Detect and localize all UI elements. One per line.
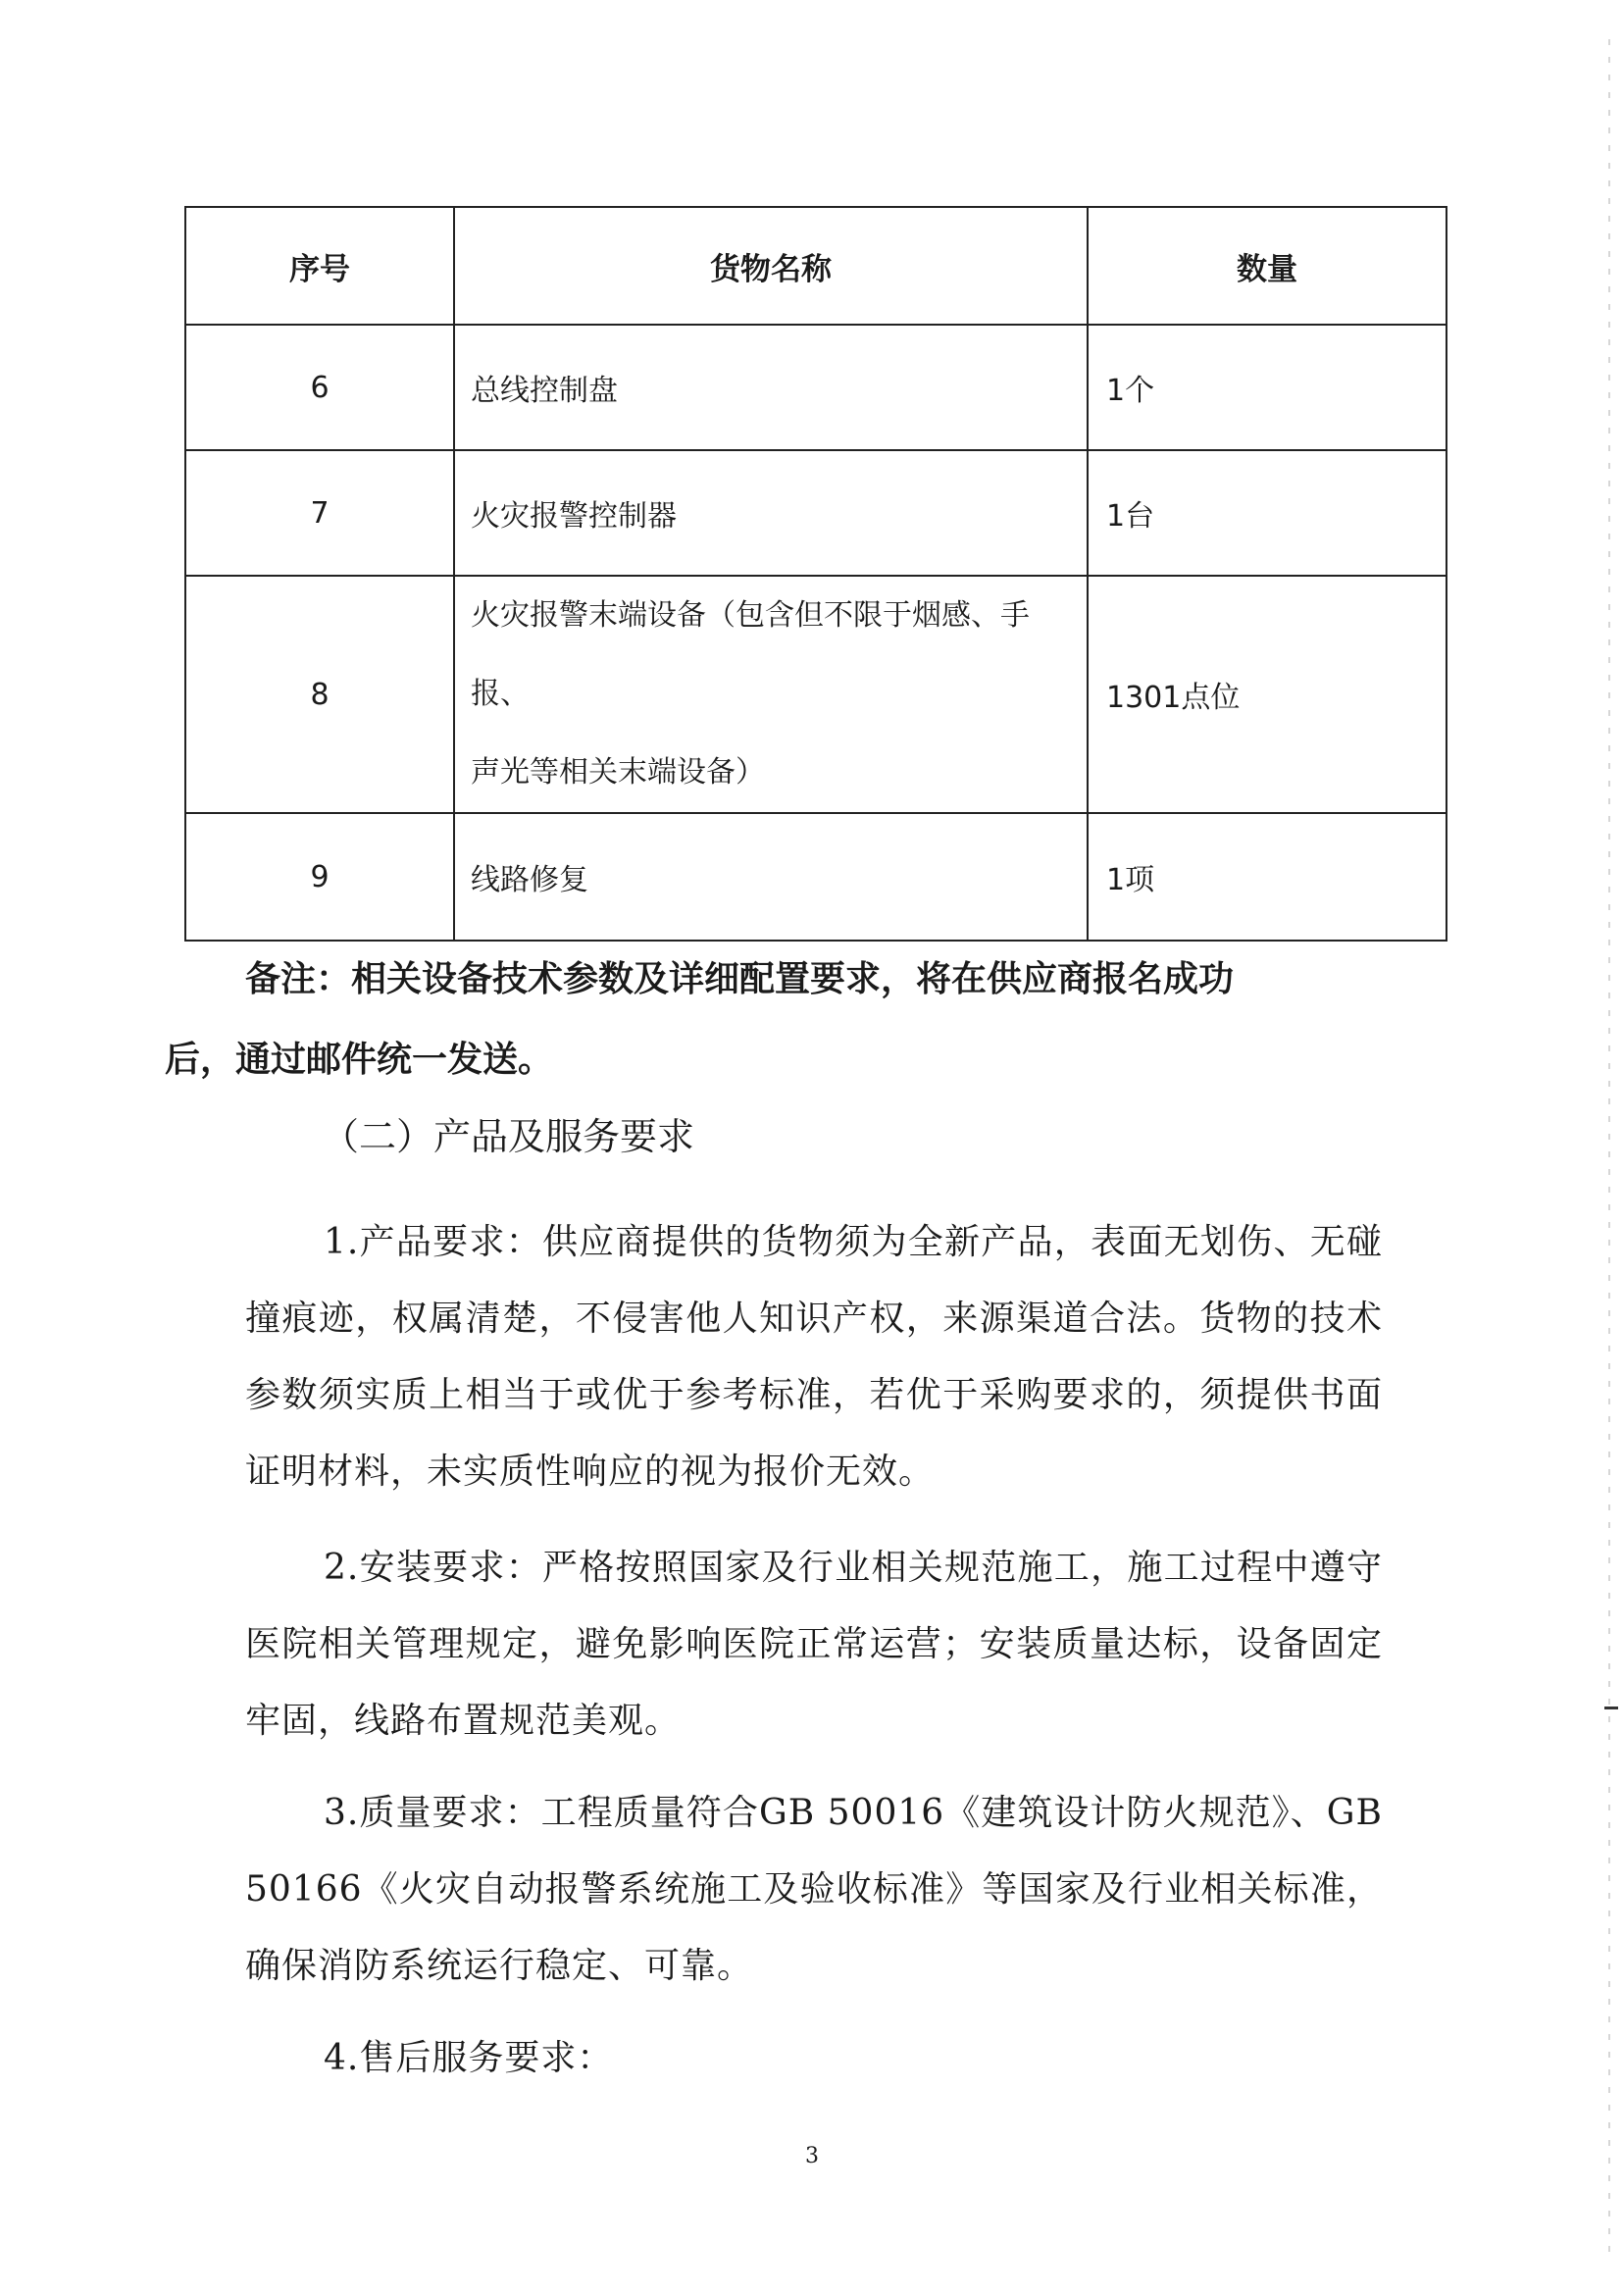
row-name-line2: 声光等相关末端设备） (471, 755, 765, 790)
paragraph-installation-requirements: 2.安装要求：严格按照国家及行业相关规范施工，施工过程中遵守医院相关管理规定，避免影响医院正常运营；安装质量达标，设备固定牢固，线路布置规范美观。 (245, 1548, 1383, 1741)
table-row (185, 813, 1446, 941)
page-number: 3 (805, 2144, 819, 2168)
table-row (185, 325, 1446, 450)
paragraph-after-sales: 4.售后服务要求： (324, 2038, 614, 2078)
row-qty: 1个 (1088, 325, 1446, 450)
section-title: （二）产品及服务要求 (322, 1115, 695, 1158)
row-name-line1: 火灾报警末端设备（包含但不限于烟感、手报、 (471, 598, 1030, 711)
header-name: 货物名称 (454, 207, 1088, 325)
table-row (185, 576, 1446, 813)
scan-tick-mark (1604, 1707, 1618, 1709)
row-qty: 1301点位 (1088, 576, 1446, 813)
row-name: 火灾报警控制器 (454, 450, 1088, 576)
row-name: 总线控制盘 (454, 325, 1088, 450)
header-qty: 数量 (1088, 207, 1446, 325)
row-no: 7 (185, 450, 454, 576)
row-no: 9 (185, 813, 454, 941)
table-header-row (185, 207, 1446, 325)
row-no: 6 (185, 325, 454, 450)
row-qty: 1项 (1088, 813, 1446, 941)
note-paragraph: 备注：相关设备技术参数及详细配置要求，将在供应商报名成功后，通过邮件统一发送。 (165, 959, 1235, 1080)
header-no: 序号 (185, 207, 454, 325)
table-row (185, 450, 1446, 576)
row-no: 8 (185, 576, 454, 813)
row-name (454, 576, 1088, 813)
paragraph-product-requirements: 1.产品要求：供应商提供的货物须为全新产品，表面无划伤、无碰撞痕迹，权属清楚，不侵害他人知识产权，来源渠道合法。货物的技术参数须实质上相当于或优于参考标准，若优于采购要求的，须提供书面证明材料，未实质性响应的视为报价无效。 (245, 1222, 1383, 1492)
goods-table (184, 206, 1447, 942)
scan-edge-mark (1608, 39, 1610, 2256)
paragraph-quality-requirements: 3.质量要求：工程质量符合GB 50016《建筑设计防火规范》、GB 50166《火灾自动报警系统施工及验收标准》等国家及行业相关标准，确保消防系统运行稳定、可靠。 (245, 1793, 1383, 1986)
row-name: 线路修复 (454, 813, 1088, 941)
row-qty: 1台 (1088, 450, 1446, 576)
